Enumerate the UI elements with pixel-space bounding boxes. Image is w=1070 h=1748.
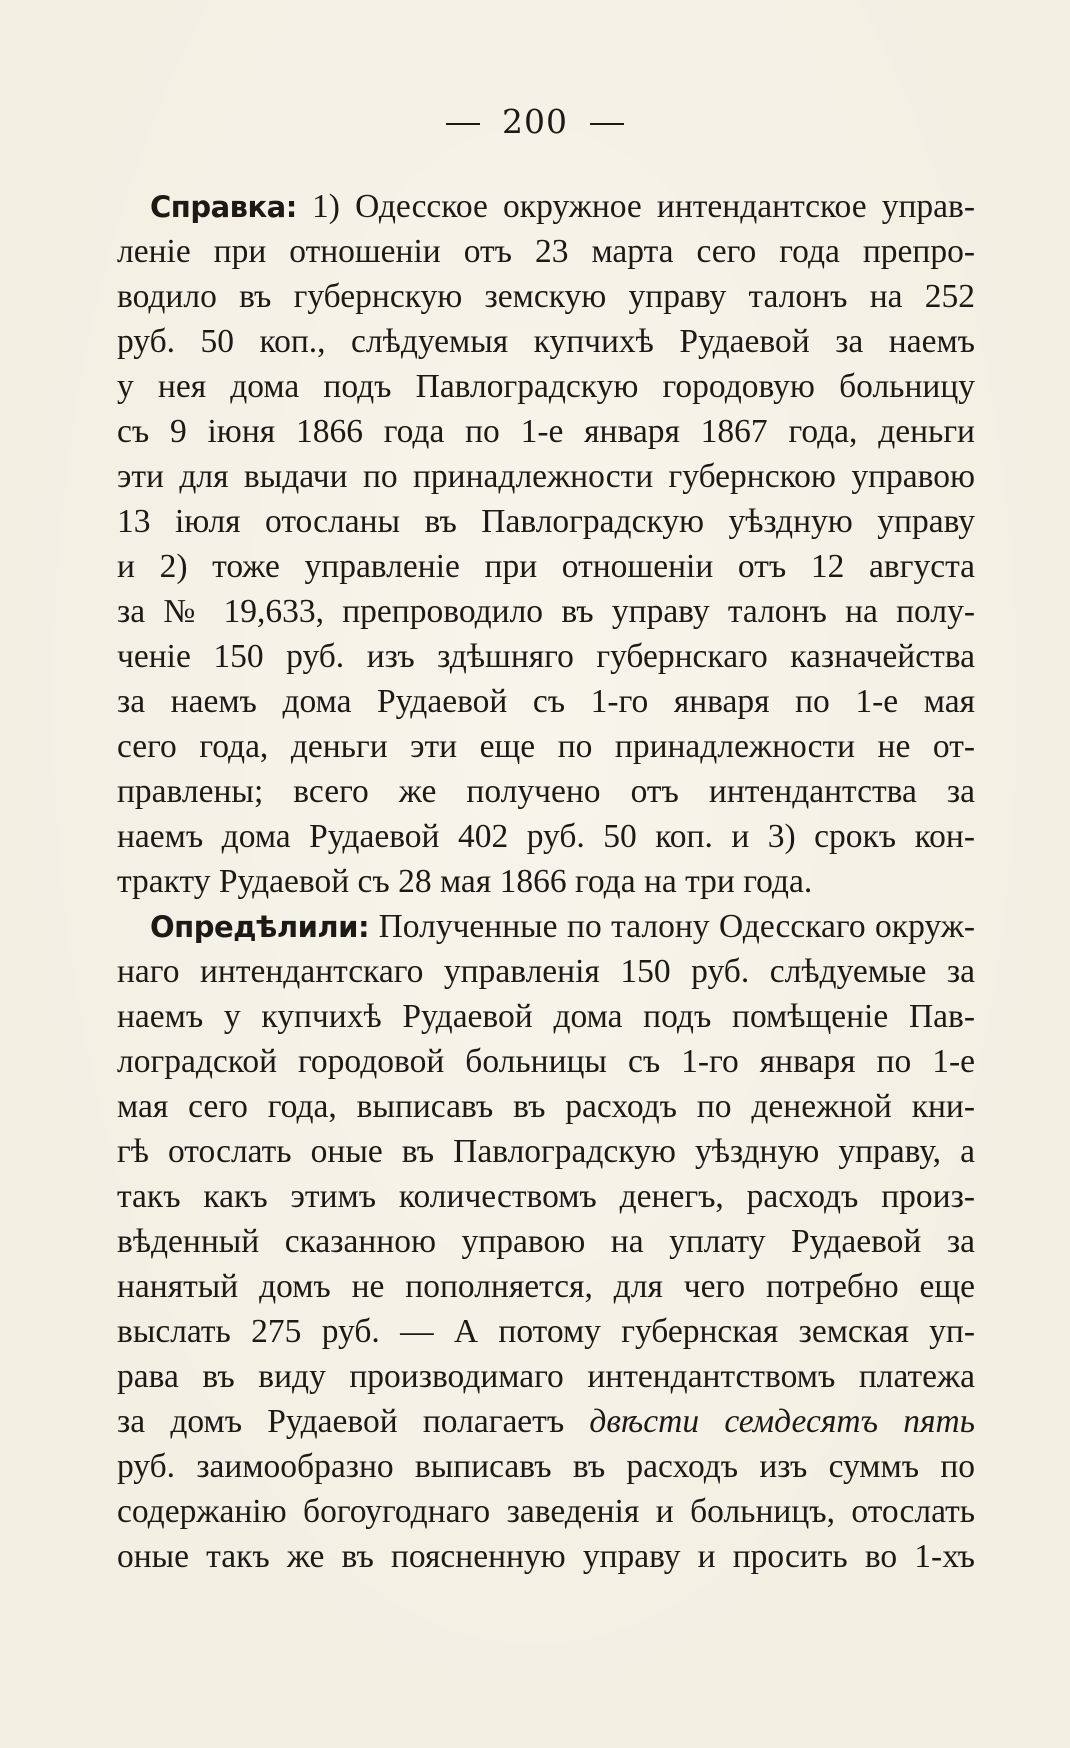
italic-amount: двѣсти семдесятъ пять <box>589 1403 975 1440</box>
body-text <box>117 184 975 1579</box>
text-line: мая сего года, выписавъ въ расходъ по денежной кни- <box>117 1088 975 1125</box>
text-line: лоградской городовой больницы съ 1-го января по 1-е <box>117 1043 975 1080</box>
text-line: за наемъ дома Рудаевой съ 1-го января по 1-е мая <box>117 683 975 720</box>
text-line: рава въ виду производимаго интендантствомъ платежа <box>117 1358 975 1395</box>
text-line: содержанію богоугоднаго заведенія и больницъ, отослать <box>117 1493 975 1530</box>
page-number-dash-left <box>446 123 480 125</box>
spravka-label: Справка: <box>150 190 297 224</box>
text-line: такъ какъ этимъ количествомъ денегъ, расходъ произ- <box>117 1178 975 1215</box>
page-number <box>0 98 1070 146</box>
text-line: тракту Рудаевой съ 28 мая 1866 года на три года. <box>117 863 813 900</box>
page-number-dash-right <box>590 123 624 125</box>
text-line: Справка: 1) Одесское окружное интендантское управ- <box>150 188 975 225</box>
text-line: правлены; всего же получено отъ интендантства за <box>117 773 975 810</box>
text-line: наго интендантскаго управленія 150 руб. слѣдуемые за <box>117 953 975 990</box>
text-line: выслать 275 руб. — А потому губернская земская уп- <box>117 1313 975 1350</box>
text-line: руб. заимообразно выписавъ въ расходъ изъ суммъ по <box>117 1448 975 1485</box>
text-line: руб. 50 коп., слѣдуемыя купчихѣ Рудаевой за наемъ <box>117 323 975 360</box>
text-line: у нея дома подъ Павлоградскую городовую больницу <box>117 368 975 405</box>
text-line: сего года, деньги эти еще по принадлежности не от- <box>117 728 975 765</box>
text-line: леніе при отношеніи отъ 23 марта сего года препро- <box>117 233 975 270</box>
text-line: нанятый домъ не пополняется, для чего потребно еще <box>117 1268 975 1305</box>
text-line: наемъ у купчихѣ Рудаевой дома подъ помѣщеніе Пав- <box>117 998 975 1035</box>
text-line: и 2) тоже управленіе при отношеніи отъ 12 августа <box>117 548 975 585</box>
text-line: съ 9 іюня 1866 года по 1-е января 1867 года, деньги <box>117 413 975 450</box>
text-line: Опредѣлили: Полученные по талону Одесскаго окруж- <box>150 908 975 945</box>
text-line: 13 іюля отосланы въ Павлоградскую уѣздную управу <box>117 503 975 540</box>
opredelili-label: Опредѣлили: <box>150 910 370 944</box>
text-line: за домъ Рудаевой полагаетъ двѣсти семдесятъ пять <box>117 1403 975 1440</box>
text-line: водило въ губернскую земскую управу талонъ на 252 <box>117 278 975 315</box>
text-line: наемъ дома Рудаевой 402 руб. 50 коп. и 3) срокъ кон- <box>117 818 975 855</box>
text-line: за № 19,633, препроводило въ управу талонъ на полу- <box>117 593 975 630</box>
text-line: оные такъ же въ поясненную управу и просить во 1-хъ <box>117 1538 975 1575</box>
text-line: вѣденный сказанною управою на уплату Рудаевой за <box>117 1223 975 1260</box>
text-line: гѣ отослать оные въ Павлоградскую уѣздную управу, а <box>117 1133 975 1170</box>
page-number-value: 200 <box>502 102 568 141</box>
text-line: ченіе 150 руб. изъ здѣшняго губернскаго казначейства <box>117 638 975 675</box>
text-line: эти для выдачи по принадлежности губернскою управою <box>117 458 975 495</box>
